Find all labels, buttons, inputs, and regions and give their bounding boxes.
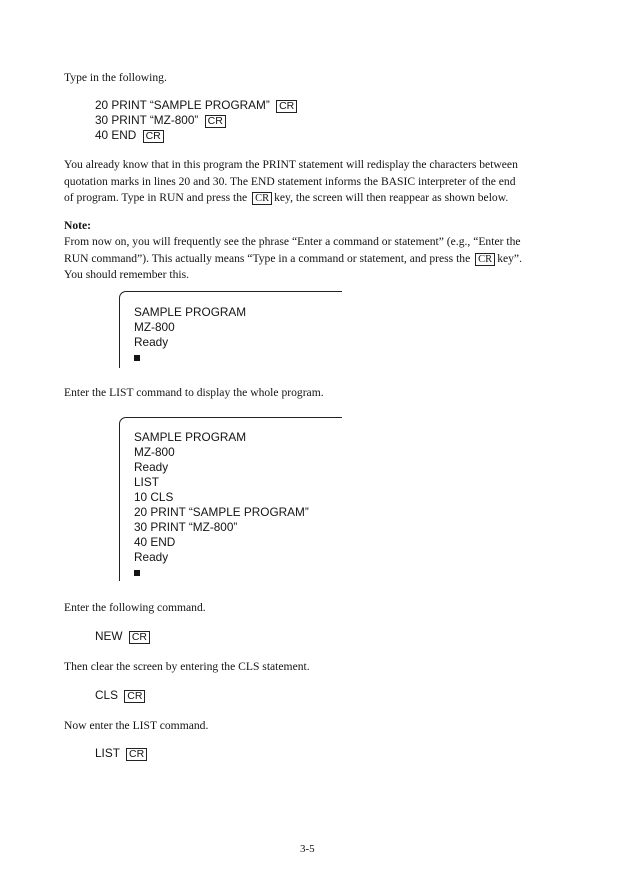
note-paragraph: From now on, you will frequently see the phrase “Enter a command or statement” (e.g., “Enter the RUN command”). This actually means “Type in a command or statement, and press the CR key”. You should remember this. bbox=[64, 235, 522, 281]
page-number: 3-5 bbox=[300, 843, 315, 855]
cr-key: CR bbox=[252, 192, 272, 205]
program-listing bbox=[95, 98, 297, 143]
screen-frame-top bbox=[126, 291, 342, 292]
cursor-block bbox=[134, 355, 140, 361]
cls-command: CLS CR bbox=[95, 688, 145, 703]
cls-instruction: Then clear the screen by entering the CLS statement. bbox=[64, 660, 310, 673]
cr-key: CR bbox=[475, 253, 495, 266]
screen-output-1: SAMPLE PROGRAM MZ-800 Ready bbox=[134, 305, 246, 365]
screen-frame-corner bbox=[119, 417, 127, 425]
new-command: NEW CR bbox=[95, 629, 150, 644]
list-step-instruction: Now enter the LIST command. bbox=[64, 719, 209, 732]
list-instruction: Enter the LIST command to display the whole program. bbox=[64, 386, 324, 399]
cr-key: CR bbox=[126, 748, 147, 761]
cr-key: CR bbox=[143, 130, 164, 143]
note-heading: Note: bbox=[64, 219, 92, 232]
cr-key: CR bbox=[276, 100, 297, 113]
explanation-paragraph: You already know that in this program the PRINT statement will redisplay the characters between quotation marks in lines 20 and 30. The END statement informs the BASIC interpreter of the end of program. Type in RUN and press the CR key, the screen will then reappear as shown below. bbox=[64, 158, 518, 204]
screen-frame-left bbox=[119, 298, 120, 368]
screen-frame-top bbox=[126, 417, 342, 418]
intro-text: Type in the following. bbox=[64, 71, 167, 84]
cr-key: CR bbox=[124, 690, 145, 703]
cursor-block bbox=[134, 570, 140, 576]
program-line: 30 PRINT “MZ-800” CR bbox=[95, 113, 297, 128]
screen-output-2: SAMPLE PROGRAM MZ-800 Ready LIST 10 CLS 20 PRINT “SAMPLE PROGRAM” 30 PRINT “MZ-800” 40 END Ready bbox=[134, 430, 309, 580]
program-line: 40 END CR bbox=[95, 128, 297, 143]
program-line: 20 PRINT “SAMPLE PROGRAM” CR bbox=[95, 98, 297, 113]
cr-key: CR bbox=[205, 115, 226, 128]
new-instruction: Enter the following command. bbox=[64, 601, 206, 614]
screen-frame-corner bbox=[119, 291, 127, 299]
list-command: LIST CR bbox=[95, 746, 147, 761]
screen-frame-left bbox=[119, 424, 120, 581]
cr-key: CR bbox=[129, 631, 150, 644]
